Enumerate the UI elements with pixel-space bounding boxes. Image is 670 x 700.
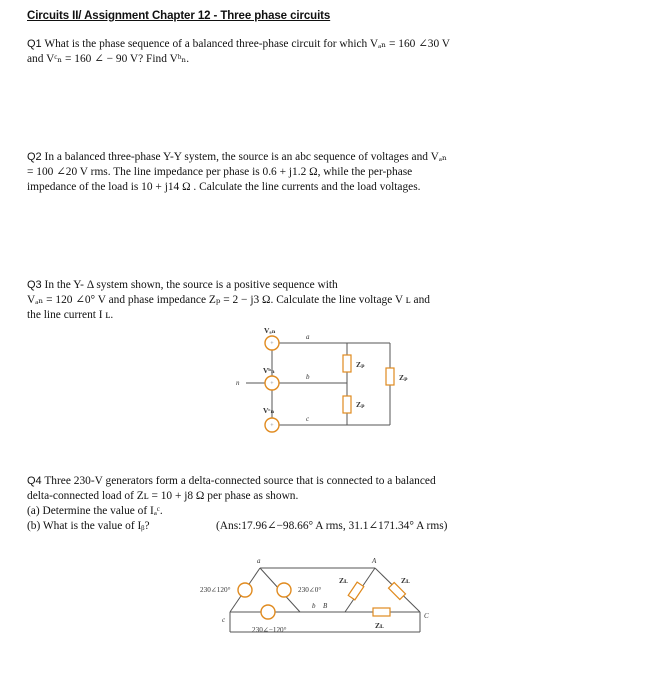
label-zl1: Zʟ bbox=[339, 576, 348, 585]
question-label: Q3 bbox=[27, 279, 42, 291]
question-text: (b) What is the value of Iᵦ? bbox=[27, 520, 150, 532]
question-text: the line current I ʟ. bbox=[27, 309, 114, 321]
source-mid-label: 230∠0° bbox=[298, 586, 322, 594]
label-zp3: Zₚ bbox=[356, 400, 365, 409]
question-text: (a) Determine the value of Iₐᶜ. bbox=[27, 505, 163, 517]
question-text: and Vᶜₙ = 160 ∠ − 90 V? Find Vᵇₙ. bbox=[27, 53, 190, 65]
question-text: impedance of the load is 10 + j14 Ω . Calculate the line currents and the load voltages. bbox=[27, 181, 421, 193]
label-zl3: Zʟ bbox=[375, 621, 384, 630]
node-b: b bbox=[312, 602, 316, 610]
answer-text: (Ans:17.96∠−98.66° A rms, 31.1∠171.34° A rms) bbox=[216, 520, 448, 532]
label-zp1: Zₚ bbox=[356, 360, 365, 369]
source-left-label: 230∠120° bbox=[200, 586, 231, 594]
question-text: What is the phase sequence of a balanced three-phase circuit for which Vₐₙ = 160 ∠30 V bbox=[44, 38, 451, 50]
question-text: In the Y- Δ system shown, the source is a positive sequence with bbox=[44, 279, 338, 291]
node-c: c bbox=[306, 415, 310, 423]
page-title: Circuits II/ Assignment Chapter 12 - Three phase circuits bbox=[27, 10, 331, 22]
question-text: Vₐₙ = 120 ∠0° V and phase impedance Zₚ = 2 − j3 Ω. Calculate the line voltage V ʟ and bbox=[27, 294, 430, 306]
label-vcn: Vᶜₙ bbox=[263, 406, 275, 415]
node-a: a bbox=[306, 333, 310, 341]
node-B: B bbox=[323, 602, 328, 610]
question-label: Q1 bbox=[27, 38, 42, 50]
label-zl2: Zʟ bbox=[401, 576, 410, 585]
svg-text:+: + bbox=[270, 381, 274, 387]
node-A: A bbox=[372, 557, 377, 565]
node-a: a bbox=[257, 557, 261, 565]
svg-text:+: + bbox=[270, 341, 274, 347]
node-b: b bbox=[306, 373, 310, 381]
svg-text:+: + bbox=[270, 423, 274, 429]
node-C: C bbox=[424, 612, 429, 620]
question-label: Q2 bbox=[27, 151, 42, 163]
question-text: In a balanced three-phase Y-Y system, the source is an abc sequence of voltages and Vₐₙ bbox=[44, 151, 447, 163]
label-zp2: Zₚ bbox=[399, 373, 408, 382]
label-vbn: Vᵇₙ bbox=[263, 366, 275, 375]
label-van: Vₐₙ bbox=[264, 326, 276, 335]
node-n: n bbox=[236, 379, 240, 387]
question-text: delta-connected load of Zʟ = 10 + j8 Ω per phase as shown. bbox=[27, 490, 299, 502]
question-text: Three 230-V generators form a delta-connected source that is connected to a balanced bbox=[44, 475, 436, 487]
node-c: c bbox=[222, 616, 226, 624]
question-text: = 100 ∠20 V rms. The line impedance per phase is 0.6 + j1.2 Ω, while the per-phase bbox=[27, 166, 413, 178]
question-label: Q4 bbox=[27, 475, 42, 487]
source-bottom-label: 230∠−120° bbox=[252, 626, 287, 634]
